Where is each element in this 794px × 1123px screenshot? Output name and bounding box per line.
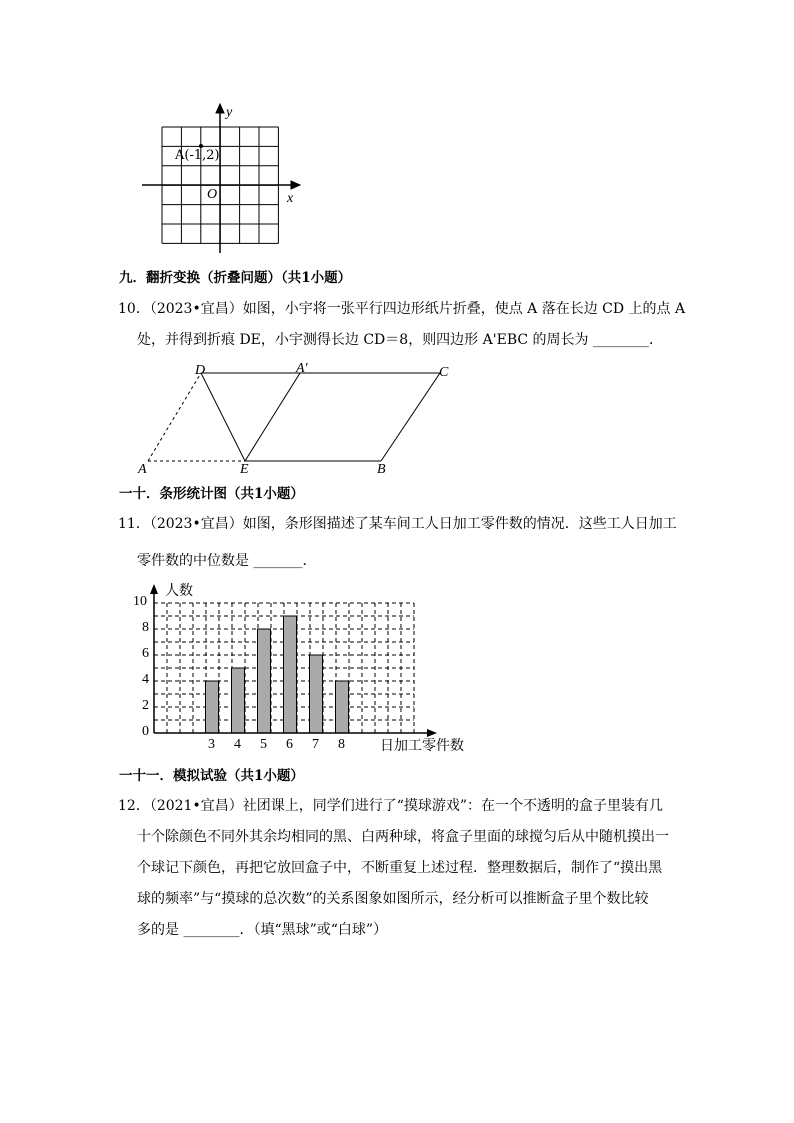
edge-BC bbox=[381, 373, 440, 461]
bar-3 bbox=[206, 681, 219, 733]
x-tick-label: 8 bbox=[338, 737, 345, 752]
chart-x-label: 日加工零件数 bbox=[380, 738, 464, 754]
chart-y-label: 人数 bbox=[165, 583, 193, 599]
bar-6 bbox=[284, 616, 297, 733]
bar-7 bbox=[310, 655, 323, 733]
q12-line1: 12．（2021•宜昌）社团课上，同学们进行了“摸球游戏”：在一个不透明的盒子里装有几 bbox=[118, 798, 664, 814]
dashed-AD bbox=[148, 373, 201, 461]
label-E: E bbox=[240, 462, 249, 477]
q12-line3: 个球记下颜色，再把它放回盒子中，不断重复上述过程．整理数据后，制作了“摸出黑 bbox=[137, 860, 663, 876]
y-axis-label: y bbox=[226, 105, 233, 120]
edge-EA-prime bbox=[245, 373, 300, 461]
x-axis-label: x bbox=[287, 191, 294, 206]
q10-line1: 10．（2023•宜昌）如图，小宇将一张平行四边形纸片折叠，使点 A 落在长边 CD 上的点 A bbox=[118, 301, 686, 317]
bar-chart bbox=[150, 584, 437, 737]
label-A: A bbox=[138, 462, 147, 477]
crease-DE bbox=[201, 373, 245, 461]
q12-line5: 多的是 ________．（填“黑球”或“白球”） bbox=[137, 922, 388, 938]
bar-5 bbox=[258, 629, 271, 733]
section-heading-11: 一十一．模拟试验（共1小题） bbox=[119, 768, 304, 784]
label-D: D bbox=[195, 363, 206, 378]
q12-line4: 球的频率”与“摸球的总次数”的关系图象如图所示，经分析可以推断盒子里个数比较 bbox=[137, 891, 649, 907]
x-tick-label: 4 bbox=[234, 737, 241, 752]
x-arrow-icon bbox=[291, 181, 300, 189]
y-tick-label: 4 bbox=[142, 672, 149, 687]
q12-line2: 十个除颜色不同外其余均相同的黑、白两种球，将盒子里面的球搅匀后从中随机摸出一 bbox=[137, 829, 669, 845]
y-tick-label: 0 bbox=[142, 724, 149, 739]
q11-line2: 零件数的中位数是 _______． bbox=[137, 553, 317, 569]
chart-y-arrow-icon bbox=[150, 584, 158, 594]
y-arrow-icon bbox=[216, 104, 224, 113]
label-B: B bbox=[377, 462, 386, 477]
label-A-prime: A′ bbox=[296, 361, 308, 376]
x-tick-label: 7 bbox=[312, 737, 319, 752]
q10-line2: 处，并得到折痕 DE，小宇测得长边 CD＝8，则四边形 A'EBC 的周长为 ________． bbox=[137, 332, 663, 348]
x-tick-label: 5 bbox=[260, 737, 267, 752]
section-heading-10: 一十．条形统计图（共1小题） bbox=[119, 486, 304, 502]
y-tick-label: 10 bbox=[133, 594, 147, 609]
chart-x-arrow-icon bbox=[427, 729, 437, 737]
parallelogram-figure bbox=[148, 373, 440, 461]
bar-4 bbox=[232, 668, 245, 733]
coordinate-grid-figure bbox=[142, 104, 300, 253]
section-heading-9: 九．翻折变换（折叠问题）（共1小题） bbox=[119, 270, 352, 286]
q11-line1: 11．（2023•宜昌）如图，条形图描述了某车间工人日加工零件数的情况．这些工人日加工 bbox=[118, 516, 677, 532]
label-C: C bbox=[439, 365, 449, 380]
y-tick-label: 6 bbox=[142, 646, 149, 661]
y-tick-label: 8 bbox=[142, 620, 149, 635]
bar-8 bbox=[336, 681, 349, 733]
origin-label: O bbox=[207, 187, 218, 202]
x-tick-label: 6 bbox=[286, 737, 293, 752]
y-tick-label: 2 bbox=[142, 698, 149, 713]
point-a-label: A(-1,2) bbox=[175, 148, 220, 163]
x-tick-label: 3 bbox=[208, 737, 215, 752]
